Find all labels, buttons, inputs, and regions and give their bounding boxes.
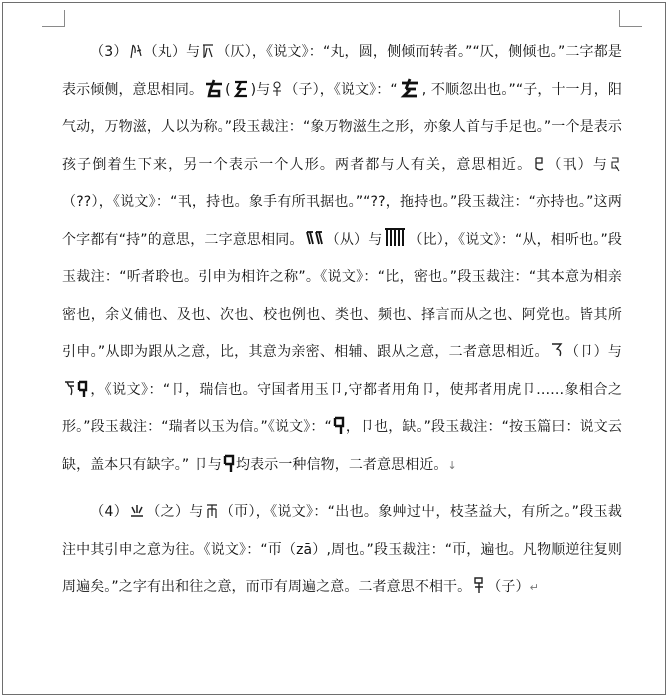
wan-seal-glyph <box>129 42 143 60</box>
tu-variant-glyph <box>232 78 250 98</box>
ji-seal-glyph <box>533 155 545 173</box>
jie-seal-glyph <box>550 340 564 360</box>
paragraph-mark: ↵ <box>529 581 539 594</box>
cong-seal-glyph <box>305 228 325 248</box>
paragraph-4: （4） （之）与 （帀），《说文》：“出也。象艸过屮，枝茎益大，有所之。”段玉裁注中其引申之意为往。《说文》：“帀（zā）,周也。”段玉裁注：“帀，遍也。凡物顺逆往复则周遍矣。”之字有出和往之意，而帀有周遍之意。二者意思不相干。 （子）↵ <box>62 504 622 595</box>
page-corner-mark-left <box>42 10 65 27</box>
jie2-seal-glyph <box>63 378 89 398</box>
ji2-seal-glyph <box>609 155 621 173</box>
item-number: （3） <box>90 44 128 60</box>
zhi-seal-glyph <box>129 502 145 520</box>
item-number: （4） <box>90 504 129 520</box>
document-body <box>62 34 622 607</box>
jie2-big-glyph-2 <box>223 453 235 473</box>
tu-glyph <box>204 78 224 98</box>
paragraph-3: （3） （丸）与 （仄），《说文》：“丸，圆，侧倾而转者。”“仄，侧倾也。”二字都是表示倾侧，意思相同。 ( )与 （子），《说文》：“ , 不顺忽出也。”“子，十一月，阳气动，万物滋，人以为称。”段玉裁注：“象万物滋生之形，亦象人首与手足也。”一个是表示孩子倒着生下来，另一个表示一个人形。两者都与人有关，意思相近。 （丮）与 （??），《说文》：“丮，持也。象手有所丮据也。”“??，拖持也。”段玉裁注：“亦持也。”这两个字都有“持”的意思，二字意思相同。 （从）与 （比），《说文》：“从，相听也。”段玉裁注：“听者聆也。引申为相许之称”。《说文》：“比，密也。”段玉裁注：“其本意为相亲密也，余义俌也、及也、次也、校也例也、类也、频也、择言而从之也、阿党也。皆其所引申。”从即为跟从之意，比，其意为亲密、相辅、跟从之意，二者意思相近。 （卩）与 ，《说文》：“卩，瑞信也。守国者用玉卩,守都者用角卩，使邦者用虎卩……象相合之形。”段玉裁注：“瑞者以玉为信。”《说文》：“ ，卩也，缺。”段玉裁注：“按玉篇曰：说文云缺，盖本只有缺字。” 卩与 均表示一种信物，二者意思相近。↓ <box>62 44 622 473</box>
bi-seal-glyph <box>383 226 407 248</box>
paragraph-mark: ↓ <box>447 458 457 472</box>
za-seal-glyph <box>205 502 219 520</box>
zi-seal-glyph <box>271 80 283 98</box>
ze-seal-glyph <box>201 42 215 60</box>
tu-big-glyph <box>399 78 421 98</box>
zi2-seal-glyph <box>472 575 486 595</box>
jie2-big-glyph <box>333 415 345 435</box>
page-corner-mark-right <box>619 10 642 27</box>
